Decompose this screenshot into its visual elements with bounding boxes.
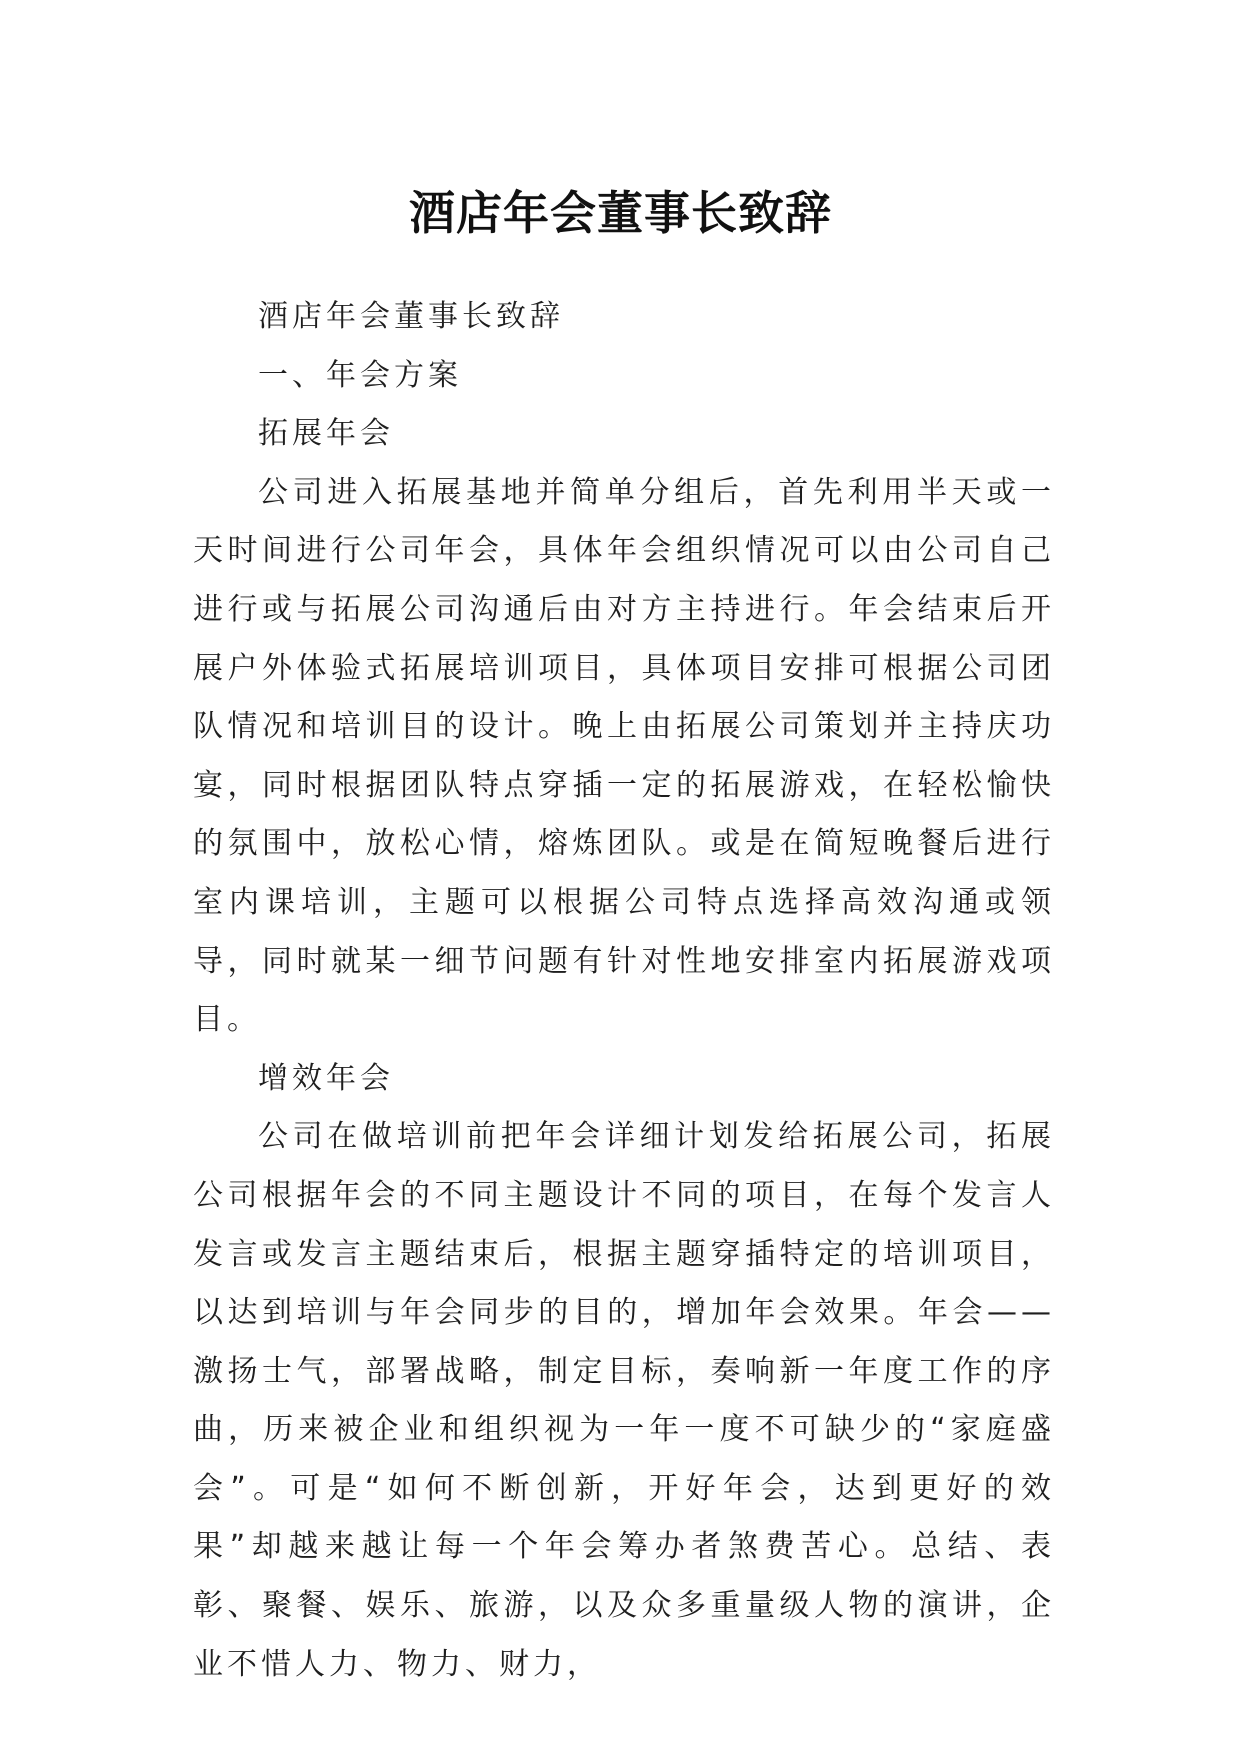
document-body (193, 288, 1055, 1694)
body-paragraph-outdoor-details: 公司进入拓展基地并简单分组后，首先利用半天或一天时间进行公司年会，具体年会组织情况可以由公司自己进行或与拓展公司沟通后由对方主持进行。年会结束后开展户外体验式拓展培训项目，具体项目安排可根据公司团队情况和培训目的设计。晚上由拓展公司策划并主持庆功宴，同时根据团队特点穿插一定的拓展游戏，在轻松愉快的氛围中，放松心情，熔炼团队。或是在简短晚餐后进行室内课培训，主题可以根据公司特点选择高效沟通或领导，同时就某一细节问题有针对性地安排室内拓展游戏项目。 (193, 474, 1055, 1038)
subheading-outdoor-annual-meeting: 拓展年会 (258, 416, 394, 452)
section-heading-annual-plan: 一、年会方案 (258, 357, 462, 393)
body-paragraph-subtitle: 酒店年会董事长致辞 (258, 299, 564, 334)
body-paragraph-efficiency-details: 公司在做培训前把年会详细计划发给拓展公司，拓展公司根据年会的不同主题设计不同的项目，在每个发言人发言或发言主题结束后，根据主题穿插特定的培训项目，以达到培训与年会同步的目的，增加年会效果。年会——激扬士气，部署战略，制定目标，奏响新一年度工作的序曲，历来被企业和组织视为一年一度不可缺少的“家庭盛会”。可是“如何不断创新，开好年会，达到更好的效果”却越来越让每一个年会筹办者煞费苦心。总结、表彰、聚餐、娱乐、旅游，以及众多重量级人物的演讲，企业不惜人力、物力、财力， (193, 1119, 1055, 1682)
document-title: 酒店年会董事长致辞 (409, 185, 832, 240)
subheading-efficiency-annual-meeting: 增效年会 (258, 1060, 394, 1096)
